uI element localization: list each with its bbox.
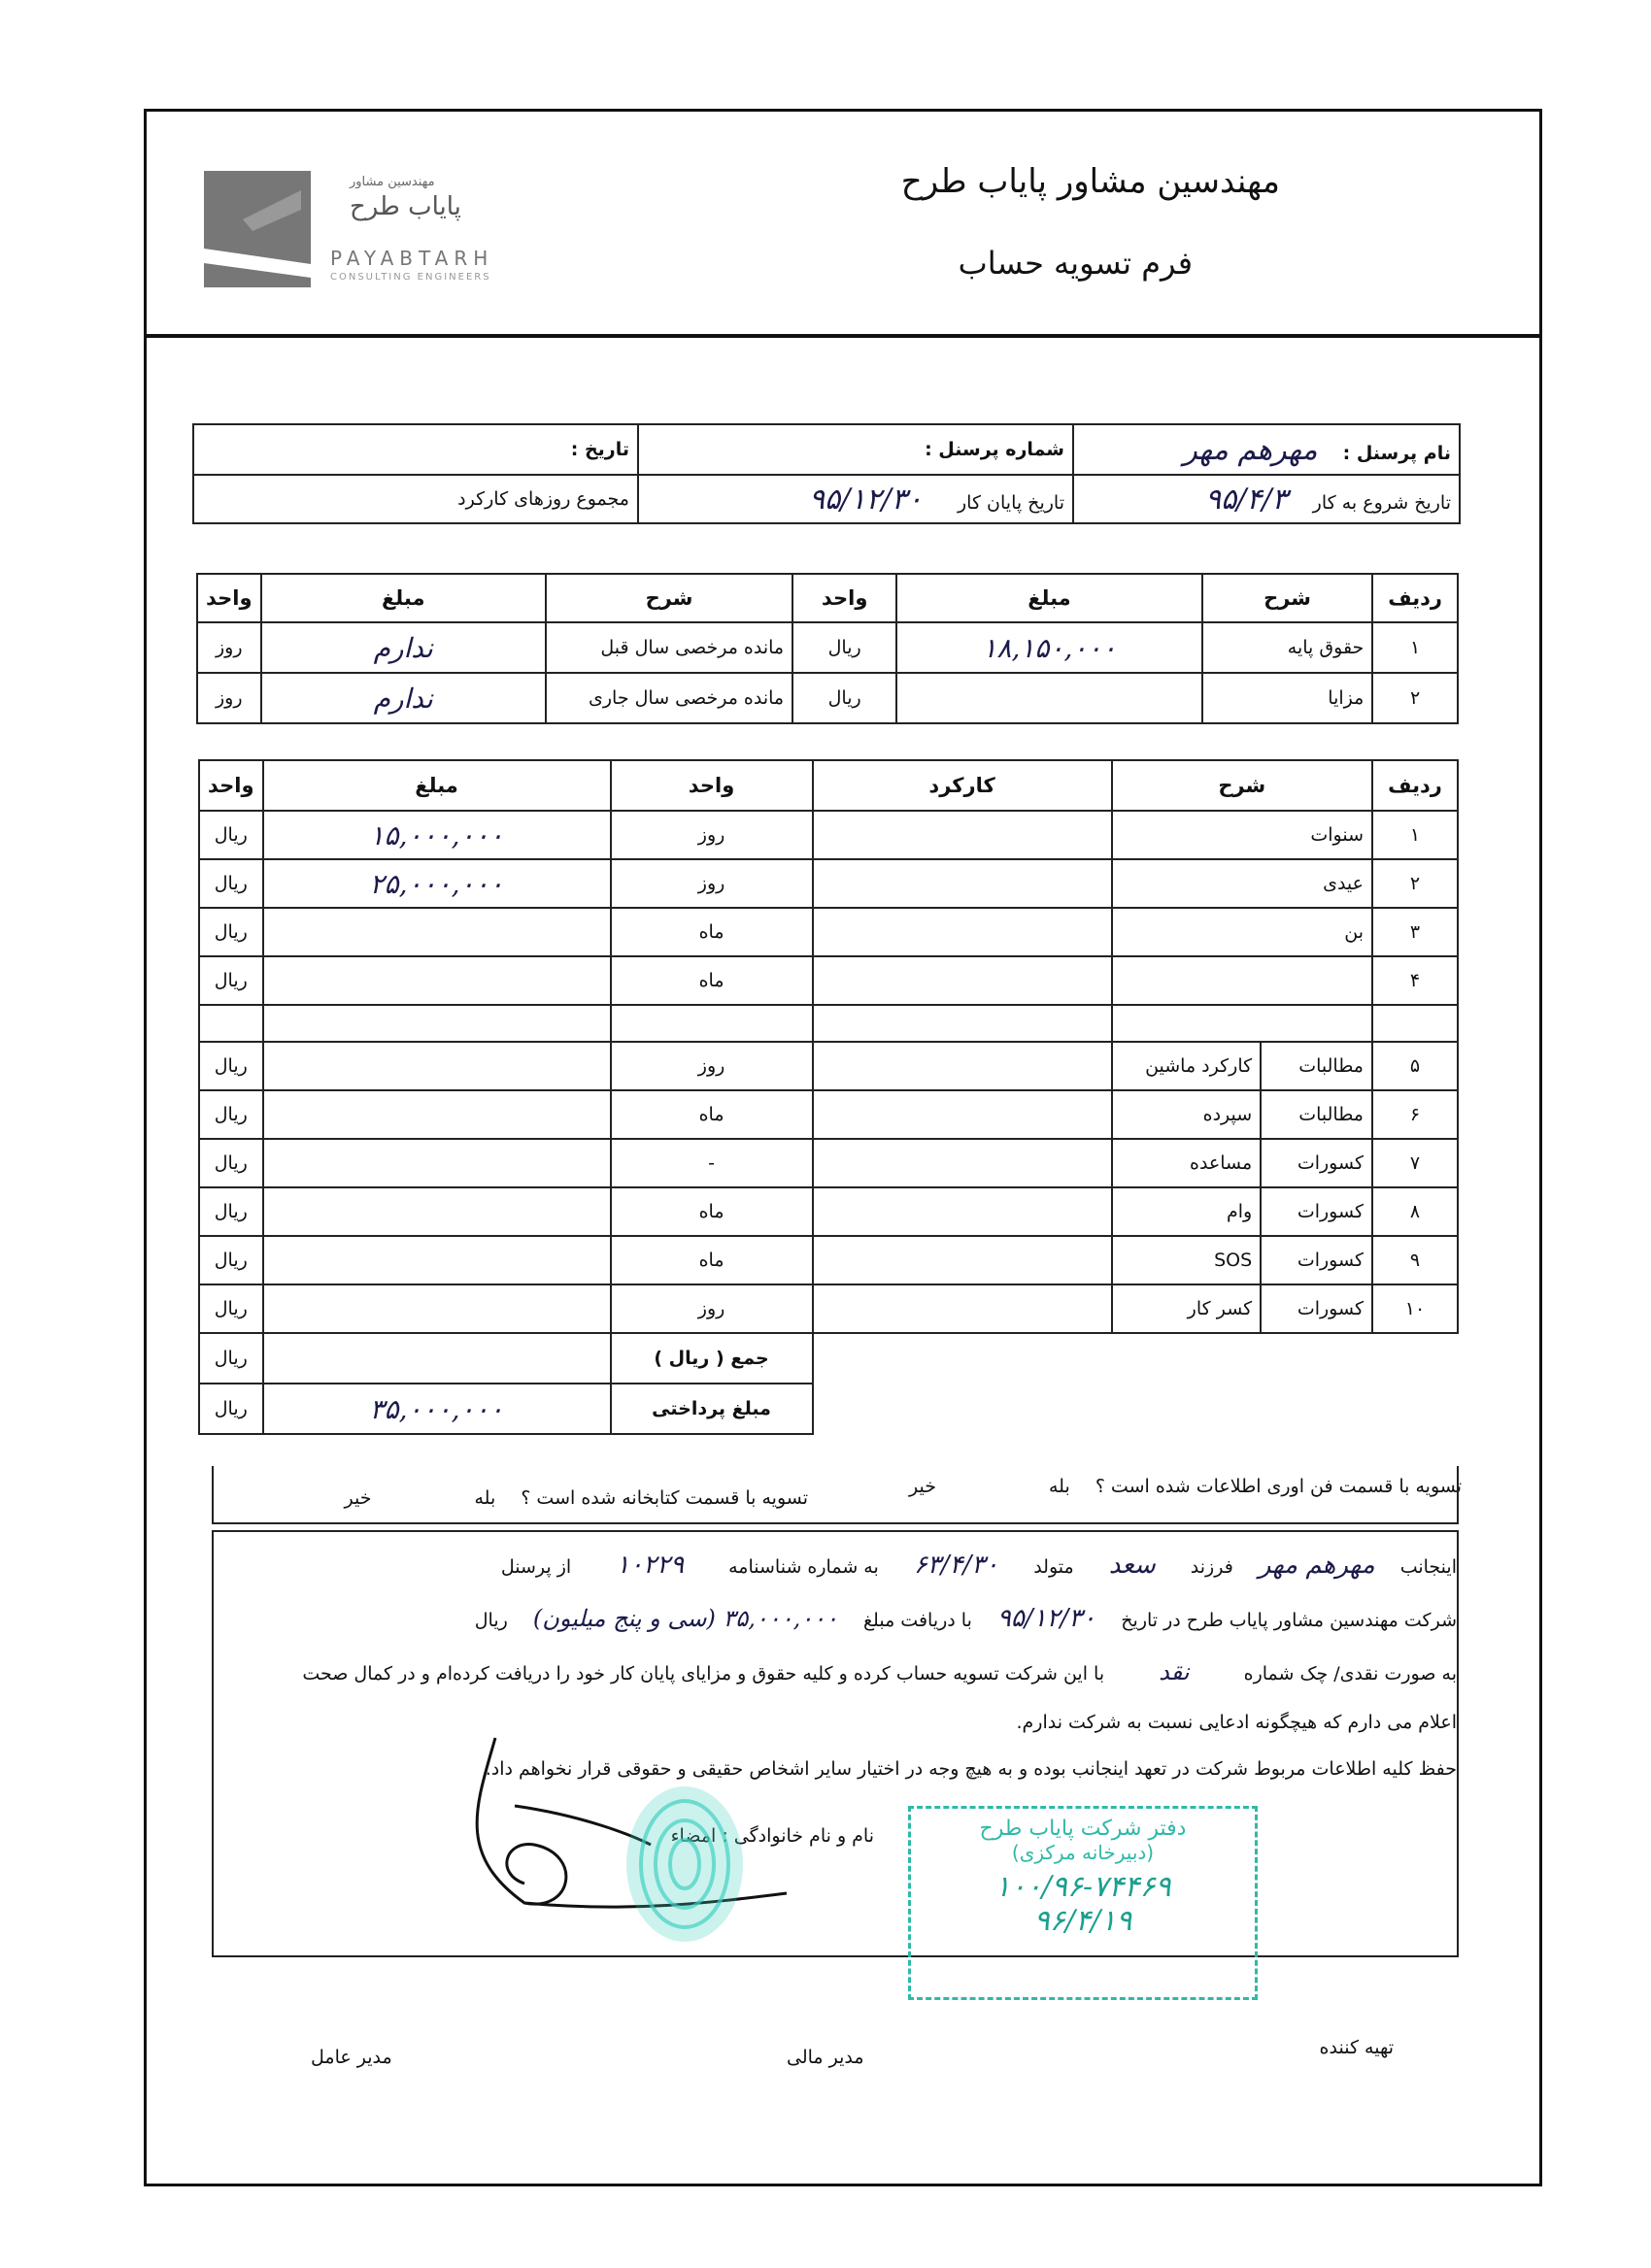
row-amount bbox=[263, 1284, 611, 1333]
logo-mark-shape bbox=[204, 171, 311, 287]
table-row bbox=[199, 859, 1458, 908]
row-amount: ۱۸,۱۵۰,۰۰۰ bbox=[896, 622, 1202, 673]
row-category: مطالبات bbox=[1261, 1042, 1372, 1090]
row-currency: ریال bbox=[199, 956, 263, 1005]
row-currency: ریال bbox=[199, 1090, 263, 1139]
row-number bbox=[1372, 1005, 1458, 1042]
table-row bbox=[199, 1236, 1458, 1284]
decl-text: با این شرکت تسویه حساب کرده و کلیه حقوق و مزایای پایان کار خود را دریافت کرده‌ام و در کمال صحت bbox=[302, 1663, 1105, 1684]
row-unit2: روز bbox=[197, 622, 261, 673]
row-desc2: مانده مرخصی سال جاری bbox=[546, 673, 792, 723]
start-date-label: تاریخ شروع به کار bbox=[1312, 491, 1451, 514]
it-no: خیر bbox=[908, 1476, 936, 1497]
row-work bbox=[813, 1284, 1112, 1333]
row-amount bbox=[263, 956, 611, 1005]
row-work bbox=[813, 1139, 1112, 1187]
t2-header-row: ردیف bbox=[1372, 760, 1458, 811]
row-amount: ۲۵,۰۰۰,۰۰۰ bbox=[263, 859, 611, 908]
row-unit2: روز bbox=[197, 673, 261, 723]
t2-header-desc: شرح bbox=[1112, 760, 1372, 811]
row-unit: ماه bbox=[611, 1236, 813, 1284]
t1-header-unit2: واحد bbox=[197, 574, 261, 622]
decl-text: به صورت نقدی/ چک شماره bbox=[1243, 1663, 1457, 1684]
form-title: فرم تسویه حساب bbox=[958, 245, 1193, 282]
t2-header-work: کارکرد bbox=[813, 760, 1112, 811]
row-unit: - bbox=[611, 1139, 813, 1187]
name-value: مهرهم مهر bbox=[1183, 432, 1318, 467]
paid-row-currency: ریال bbox=[199, 1384, 263, 1434]
row-desc2: مانده مرخصی سال قبل bbox=[546, 622, 792, 673]
row-amount bbox=[263, 1090, 611, 1139]
logo-fa: پایاب طرح bbox=[350, 192, 461, 221]
row-currency: ریال bbox=[199, 811, 263, 859]
t1-header-amount2: مبلغ bbox=[261, 574, 546, 622]
row-amount bbox=[263, 1187, 611, 1236]
row-unit bbox=[611, 1005, 813, 1042]
row-work bbox=[813, 956, 1112, 1005]
finance-manager-label: مدیر مالی bbox=[787, 2047, 864, 2068]
t2-header-unit: واحد bbox=[611, 760, 813, 811]
declaration-line-4: اعلام می دارم که هیچگونه ادعایی نسبت به شرکت ندارم. bbox=[1016, 1712, 1457, 1733]
row-amount bbox=[263, 1139, 611, 1187]
row-currency: ریال bbox=[199, 1139, 263, 1187]
table-row bbox=[197, 673, 1458, 723]
row-unit: ماه bbox=[611, 1187, 813, 1236]
library-yes: بله bbox=[474, 1487, 496, 1509]
row-category: سنوات bbox=[1112, 811, 1372, 859]
stamp-date: ۹۶/۴/۱۹ bbox=[1033, 1904, 1132, 1938]
row-amount bbox=[263, 1042, 611, 1090]
header bbox=[144, 109, 1542, 338]
row-number: ۹ bbox=[1372, 1236, 1458, 1284]
row-category: بن bbox=[1112, 908, 1372, 956]
row-number: ۴ bbox=[1372, 956, 1458, 1005]
row-unit: ماه bbox=[611, 956, 813, 1005]
row-desc: مساعده bbox=[1112, 1139, 1262, 1187]
row-unit: روز bbox=[611, 1284, 813, 1333]
row-amount bbox=[896, 673, 1202, 723]
row-category: کسورات bbox=[1261, 1139, 1372, 1187]
row-category: عیدی bbox=[1112, 859, 1372, 908]
date-cell bbox=[193, 424, 638, 475]
logo-fa-small: مهندسین مشاور bbox=[350, 175, 435, 189]
row-desc: سپرده bbox=[1112, 1090, 1262, 1139]
library-no: خیر bbox=[344, 1487, 372, 1509]
end-date-label: تاریخ پایان کار bbox=[957, 491, 1064, 514]
row-unit: ماه bbox=[611, 908, 813, 956]
row-number: ۵ bbox=[1372, 1042, 1458, 1090]
empty-cell bbox=[813, 1384, 1458, 1434]
preparer-label: تهیه کننده bbox=[1319, 2037, 1394, 2058]
row-currency: ریال bbox=[199, 859, 263, 908]
decl-text: شرکت مهندسین مشاور پایاب طرح در تاریخ bbox=[1121, 1610, 1457, 1631]
row-currency: ریال bbox=[199, 1042, 263, 1090]
company-logo bbox=[204, 171, 554, 297]
office-stamp bbox=[908, 1806, 1258, 2000]
row-category: مطالبات bbox=[1261, 1090, 1372, 1139]
personnel-table bbox=[192, 423, 1461, 524]
table-row bbox=[199, 1042, 1458, 1090]
t2-header-amount: مبلغ bbox=[263, 760, 611, 811]
start-date-value: ۹۵/۴/۳ bbox=[1204, 482, 1288, 517]
row-category: کسورات bbox=[1261, 1284, 1372, 1333]
row-work bbox=[813, 1042, 1112, 1090]
row-desc: حقوق پایه bbox=[1202, 622, 1373, 673]
decl-birth: ۶۳/۴/۳۰ bbox=[913, 1551, 999, 1580]
empty-cell bbox=[813, 1333, 1458, 1384]
sum-row-label: جمع ( ریال ) bbox=[611, 1333, 813, 1384]
table-row bbox=[199, 1090, 1458, 1139]
decl-text: متولد bbox=[1033, 1556, 1074, 1578]
paid-row-label: مبلغ پرداختی bbox=[611, 1384, 813, 1434]
table-row bbox=[199, 1005, 1458, 1042]
table-row bbox=[199, 811, 1458, 859]
it-yes: بله bbox=[1049, 1476, 1070, 1497]
row-unit: ریال bbox=[792, 673, 896, 723]
row-currency: ریال bbox=[199, 1284, 263, 1333]
logo-en: PAYABTARH bbox=[330, 247, 494, 270]
row-desc: مزایا bbox=[1202, 673, 1373, 723]
row-number: ۸ bbox=[1372, 1187, 1458, 1236]
library-question: تسویه با قسمت کتابخانه شده است ؟ bbox=[521, 1487, 808, 1509]
row-work bbox=[813, 811, 1112, 859]
row-desc: وام bbox=[1112, 1187, 1262, 1236]
logo-en-sub: CONSULTING ENGINEERS bbox=[330, 272, 491, 283]
row-work bbox=[813, 1187, 1112, 1236]
row-category: کسورات bbox=[1261, 1187, 1372, 1236]
declaration-line-2 bbox=[223, 1597, 1457, 1642]
row-number: ۲ bbox=[1372, 673, 1458, 723]
sum-row-amount bbox=[263, 1333, 611, 1384]
ceo-label: مدیر عامل bbox=[311, 2047, 392, 2068]
t1-header-row: ردیف bbox=[1372, 574, 1458, 622]
row-unit: روز bbox=[611, 859, 813, 908]
table-row bbox=[199, 1284, 1458, 1333]
paid-row bbox=[199, 1384, 1458, 1434]
row-work bbox=[813, 1005, 1112, 1042]
salary-table bbox=[196, 573, 1459, 724]
fingerprint-icon bbox=[612, 1777, 758, 1951]
end-date-value: ۹۵/۱۲/۳۰ bbox=[809, 482, 923, 517]
table-row bbox=[199, 1187, 1458, 1236]
row-currency: ریال bbox=[199, 908, 263, 956]
row-amount bbox=[263, 1005, 611, 1042]
row-number: ۱ bbox=[1372, 622, 1458, 673]
row-desc: کسر کار bbox=[1112, 1284, 1262, 1333]
total-days-cell bbox=[193, 475, 638, 523]
signature-label: نام و نام خانوادگی : امضاء bbox=[670, 1825, 874, 1847]
decl-date: ۹۵/۱۲/۳۰ bbox=[996, 1604, 1096, 1633]
decl-text: با دریافت مبلغ bbox=[862, 1610, 972, 1631]
row-number: ۲ bbox=[1372, 859, 1458, 908]
table-row bbox=[197, 622, 1458, 673]
decl-text: از پرسنل bbox=[500, 1556, 572, 1578]
row-category bbox=[1112, 1005, 1372, 1042]
row-work bbox=[813, 1090, 1112, 1139]
stamp-line-2: (دبیرخانه مرکزی) bbox=[1011, 1841, 1155, 1864]
row-amount bbox=[263, 908, 611, 956]
decl-text: فرزند bbox=[1190, 1556, 1233, 1578]
decl-amount: ۳۵,۰۰۰,۰۰۰ (سی و پنج میلیون) bbox=[532, 1605, 838, 1632]
sum-row-currency: ریال bbox=[199, 1333, 263, 1384]
table-row bbox=[199, 1139, 1458, 1187]
row-number: ۳ bbox=[1372, 908, 1458, 956]
row-work bbox=[813, 1236, 1112, 1284]
personnel-number-cell bbox=[638, 424, 1073, 475]
row-number: ۶ bbox=[1372, 1090, 1458, 1139]
name-label: نام پرسنل : bbox=[1342, 442, 1451, 464]
it-question: تسویه با قسمت فن اوری اطلاعات شده است ؟ bbox=[1095, 1476, 1462, 1497]
table-row bbox=[199, 908, 1458, 956]
decl-father: سعد bbox=[1108, 1551, 1156, 1580]
row-amount bbox=[263, 1236, 611, 1284]
row-unit: ریال bbox=[792, 622, 896, 673]
t1-header-desc2: شرح bbox=[546, 574, 792, 622]
row-category: کسورات bbox=[1261, 1236, 1372, 1284]
decl-text: به شماره شناسنامه bbox=[728, 1556, 879, 1578]
row-work bbox=[813, 908, 1112, 956]
date-label: تاریخ : bbox=[570, 439, 629, 460]
declaration-box bbox=[212, 1530, 1459, 1957]
row-number: ۱ bbox=[1372, 811, 1458, 859]
decl-text: اینجانب bbox=[1399, 1556, 1457, 1578]
start-date-cell bbox=[1073, 475, 1460, 523]
check-box-border bbox=[212, 1466, 1459, 1524]
decl-name: مهرهم مهر bbox=[1258, 1551, 1375, 1580]
row-desc: کارکرد ماشین bbox=[1112, 1042, 1262, 1090]
logo-mark bbox=[204, 171, 311, 287]
decl-check: نقد bbox=[1159, 1658, 1190, 1685]
row-work bbox=[813, 859, 1112, 908]
decl-id: ۱۰۲۲۹ bbox=[616, 1551, 685, 1580]
end-date-cell bbox=[638, 475, 1073, 523]
row-number: ۷ bbox=[1372, 1139, 1458, 1187]
row-currency bbox=[199, 1005, 263, 1042]
row-category bbox=[1112, 956, 1372, 1005]
row-amount: ۱۵,۰۰۰,۰۰۰ bbox=[263, 811, 611, 859]
paid-row-amount: ۳۵,۰۰۰,۰۰۰ bbox=[263, 1384, 611, 1434]
row-currency: ریال bbox=[199, 1187, 263, 1236]
sum-row bbox=[199, 1333, 1458, 1384]
decl-text: ریال bbox=[474, 1610, 508, 1631]
stamp-line-1: دفتر شرکت پایاب طرح bbox=[979, 1817, 1187, 1841]
stamp-number: ۱۰۰/۹۶-۷۴۴۶۹ bbox=[994, 1870, 1171, 1904]
declaration-line-3 bbox=[223, 1651, 1457, 1695]
row-desc: SOS bbox=[1112, 1236, 1262, 1284]
t2-header-cur: واحد bbox=[199, 760, 263, 811]
declaration-line-5: حفظ کلیه اطلاعات مربوط شرکت در تعهد اینجانب بوده و به هیچ وجه در اختیار سایر اشخاص حقیقی و حقوقی قرار نخواهم داد. bbox=[485, 1758, 1457, 1780]
row-amount2: ندارم bbox=[261, 673, 546, 723]
declaration-line-1 bbox=[223, 1544, 1457, 1588]
row-unit: ماه bbox=[611, 1090, 813, 1139]
company-name: مهندسین مشاور پایاب طرح bbox=[900, 162, 1280, 201]
row-unit: روز bbox=[611, 1042, 813, 1090]
t1-header-desc: شرح bbox=[1202, 574, 1373, 622]
t1-header-unit: واحد bbox=[792, 574, 896, 622]
row-number: ۱۰ bbox=[1372, 1284, 1458, 1333]
t1-header-amount: مبلغ bbox=[896, 574, 1202, 622]
row-amount2: ندارم bbox=[261, 622, 546, 673]
total-days-label: مجموع روزهای کارکرد bbox=[457, 488, 629, 510]
row-currency: ریال bbox=[199, 1236, 263, 1284]
table-row bbox=[199, 956, 1458, 1005]
row-unit: روز bbox=[611, 811, 813, 859]
name-cell bbox=[1073, 424, 1460, 475]
settlement-table bbox=[198, 759, 1459, 1435]
personnel-number-label: شماره پرسنل : bbox=[925, 439, 1064, 460]
